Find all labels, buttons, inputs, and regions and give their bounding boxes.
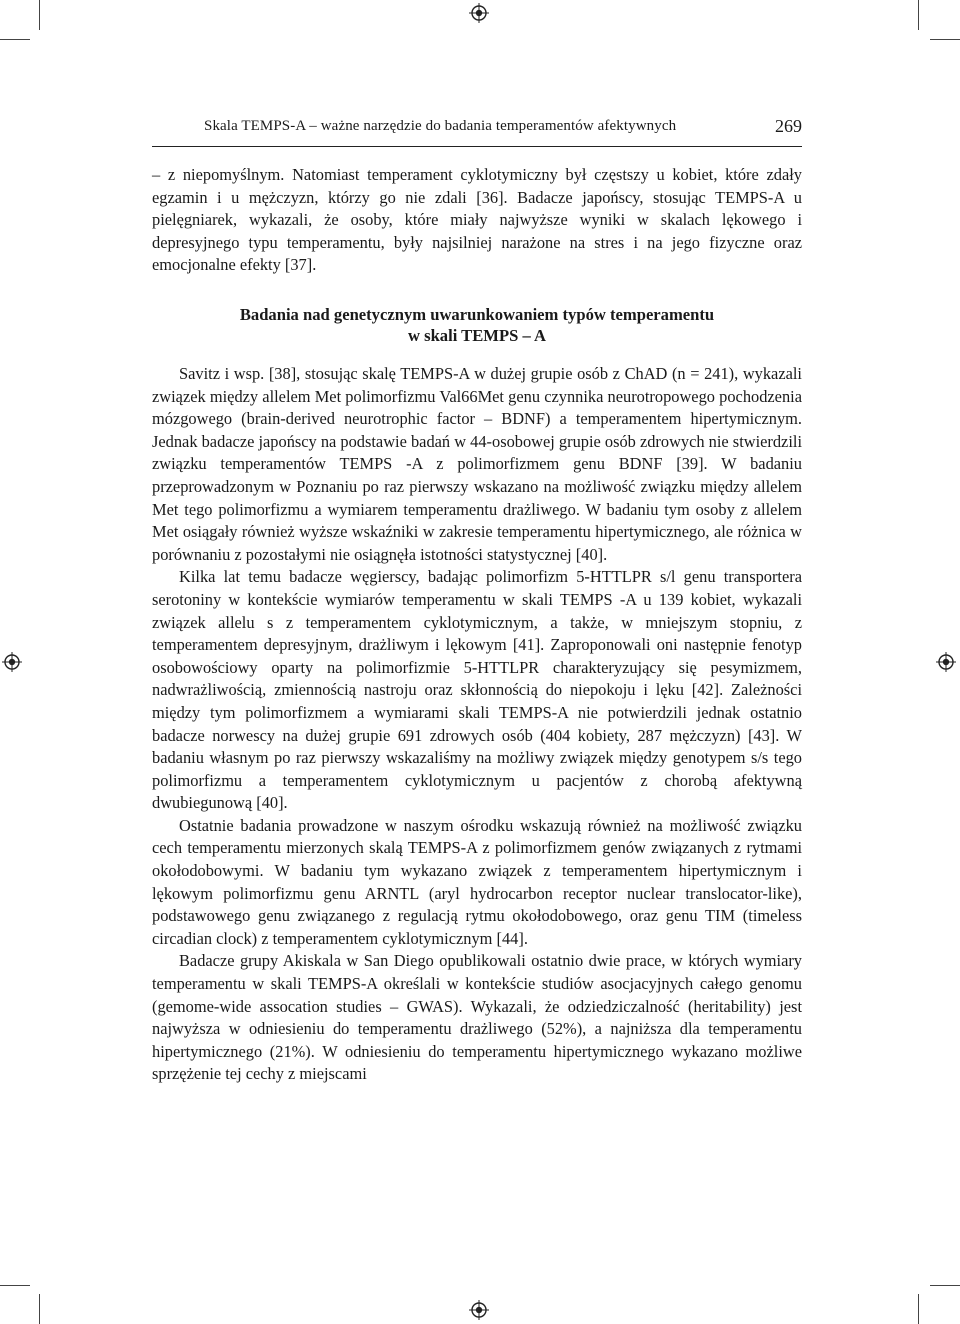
- crop-mark-icon: [930, 39, 960, 40]
- crop-mark-icon: [0, 39, 30, 40]
- crop-mark-icon: [39, 0, 40, 30]
- registration-mark-icon: [469, 3, 489, 23]
- registration-mark-icon: [2, 652, 22, 672]
- paragraph: – z niepomyślnym. Natomiast temperament cyklotymiczny był częstszy u kobiet, które zdały egzamin i u mężczyzn, którzy go nie zdali [36]. Badacze japońscy, stosując TEMPS-A u pielęgniarek, wykazali, że osoby, które miały najwyższe wyniki w skalach lękowego i depresyjnego typu temperamentu, były najsilniej narażone na stres i na jego fizyczne oraz emocjonalne efekty [37].: [152, 165, 802, 275]
- paragraph: Ostatnie badania prowadzone w naszym ośrodku wskazują również na możliwość związku cech temperamentu mierzonych skalą TEMPS-A z polimorfizmem genów związanych z rytmami okołodobowymi. W badaniu tym wykazano związek z temperamentem hipertymicznym i lękowym polimorfizmu genu ARNTL (aryl hydrocarbon receptor nuclear translocator-like), podstawowego genu związanego z regulacją rytmu okołodobowego, oraz genu TIM (timeless circadian clock) z temperamentem cyklotymicznym [44].: [152, 815, 802, 948]
- running-header-title: Skala TEMPS-A – ważne narzędzie do badania temperamentów afektywnych: [204, 118, 677, 134]
- section-heading: [152, 304, 802, 346]
- section-heading-line: Badania nad genetycznym uwarunkowaniem typów temperamentu: [239, 305, 715, 324]
- crop-mark-icon: [39, 1294, 40, 1324]
- paragraph: Savitz i wsp. [38], stosując skalę TEMPS-A w dużej grupie osób z ChAD (n = 241), wykazali związek między allelem Met polimorfizmu Val66Met genu czynnika neurotropowego pochodzenia mózgowego (brain-derived neurotrophic factor – BDNF) a temperamentem hipertymicznym. Jednak badacze japońscy na podstawie badań w 44-osobowej grupie osób zdrowych nie stwierdzili związku temperamentów TEMPS -A z polimorfizmem genu BDNF [39]. W badaniu przeprowadzonym w Poznaniu po raz pierwszy wskazano na możliwość związku między allelem Met tego polimorfizmu a wymiarem temperamentu drażliwego. W badaniu tym osoby z allelem Met osiągały również wyższe wskaźniki w zakresie temperamentu hipertymicznego, ale różnica w porównaniu z pozostałymi nie osiągnęła istotności statystycznej [40].: [152, 364, 802, 564]
- registration-mark-icon: [469, 1300, 489, 1320]
- crop-mark-icon: [918, 1294, 919, 1324]
- paragraph: Badacze grupy Akiskala w San Diego opublikowali ostatnio dwie prace, w których wymiary temperamentu w skali TEMPS-A określali w kontekście studiów asocjacyjnych całego genomu (gemome-wide assocation studies – GWAS). Wykazali, że odziedziczalność (heritability) jest najwyższa w odniesieniu do temperamentu drażliwego (52%), a najniższa dla temperamentu hipertymicznego (21%). W odniesieniu do temperamentu hipertymicznego wykazano możliwe sprzężenie tej cechy z miejscami: [152, 951, 802, 1084]
- running-header: [152, 110, 802, 147]
- page-number: 269: [775, 116, 802, 136]
- body-text: [152, 363, 802, 1086]
- body-text-top: [152, 164, 802, 277]
- crop-mark-icon: [918, 0, 919, 30]
- crop-mark-icon: [930, 1285, 960, 1286]
- section-heading-line: w skali TEMPS – A: [407, 326, 546, 345]
- registration-mark-icon: [936, 652, 956, 672]
- paragraph: Kilka lat temu badacze węgierscy, badając polimorfizm 5-HTTLPR s/l genu transportera serotoniny w kontekście wymiarów temperamentu w skali TEMPS -A u 139 kobiet, wykazali związek allelu s z temperamentem cyklotymicznym, a także, w mniejszym stopniu, z temperamentem depresyjnym, drażliwym i lękowym [41]. Zaproponowali oni następnie fenotyp osobowościowy oparty na polimorfizmie 5-HTTLPR charakteryzujący się pesymizmem, nadwrażliwością, zmiennością nastroju oraz skłonnością do niepokoju i lęku [42]. Zależności między tym polimorfizmem a wymiarami skali TEMPS-A nie potwierdzili jednak ostatnio badacze norwescy na dużej grupie 691 zdrowych osób (404 kobiety, 287 mężczyzn) [43]. W badaniu własnym po raz pierwszy wskazaliśmy na możliwy związek między genotypem s/s tego polimorfizmu a temperamentem cyklotymicznym u pacjentów z chorobą afektywną dwubiegunową [40].: [152, 567, 802, 813]
- crop-mark-icon: [0, 1285, 30, 1286]
